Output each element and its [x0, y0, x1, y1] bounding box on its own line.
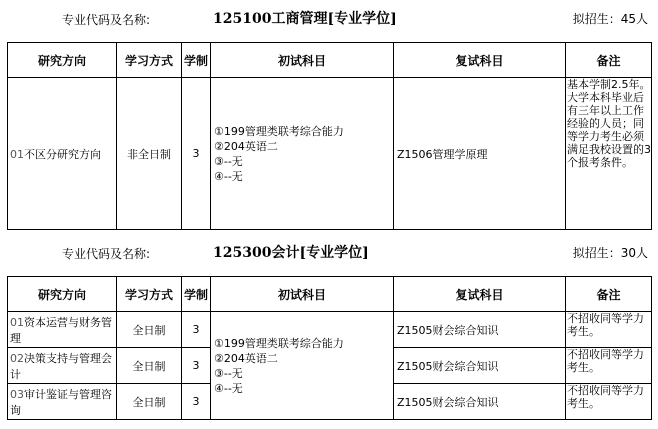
table-header-row	[8, 277, 652, 312]
direction-name: 决策支持与管理会计	[10, 351, 112, 381]
header-exam: 初试科目	[211, 277, 394, 312]
mode-cell: 全日制	[117, 312, 182, 348]
header-retest: 复试科目	[394, 43, 566, 78]
direction-cell	[8, 384, 117, 420]
section1-header	[0, 6, 658, 30]
direction-cell	[8, 312, 117, 348]
exam-item: ③--无	[214, 154, 243, 168]
exam-item: ②204英语二	[214, 351, 278, 365]
section1-title: 125100工商管理[专业学位]	[213, 11, 397, 27]
header-note: 备注	[566, 43, 652, 78]
exam-cell	[211, 78, 394, 230]
retest-cell: Z1505财会综合知识	[394, 312, 566, 348]
years-cell: 3	[182, 78, 211, 230]
retest-cell: Z1506管理学原理	[394, 78, 566, 230]
mode-cell: 非全日制	[117, 78, 182, 230]
header-mode: 学习方式	[117, 277, 182, 312]
direction-name: 资本运营与财务管理	[10, 315, 112, 345]
years-cell: 3	[182, 384, 211, 420]
direction-cell	[8, 78, 117, 230]
exam-cell	[211, 312, 394, 420]
exam-item: ①199管理类联考综合能力	[214, 336, 344, 350]
exam-item: ①199管理类联考综合能力	[214, 124, 344, 138]
retest-cell: Z1505财会综合知识	[394, 384, 566, 420]
direction-name: 审计鉴证与管理咨询	[10, 387, 112, 417]
direction-name: 不区分研究方向	[24, 147, 101, 161]
section2-label: 专业代码及名称:	[62, 247, 151, 261]
exam-item: ④--无	[214, 381, 243, 395]
exam-item: ④--无	[214, 169, 243, 183]
exam-item: ②204英语二	[214, 139, 278, 153]
table-header-row	[8, 43, 652, 78]
header-years: 学制	[182, 277, 211, 312]
years-cell: 3	[182, 312, 211, 348]
mode-cell: 全日制	[117, 384, 182, 420]
years-cell: 3	[182, 348, 211, 384]
header-years: 学制	[182, 43, 211, 78]
retest-cell: Z1505财会综合知识	[394, 348, 566, 384]
note-cell: 基本学制2.5年。大学本科毕业后有三年以上工作经验的人员；同等学力考生必须满足我校设置的3个报考条件。	[566, 78, 652, 230]
header-mode: 学习方式	[117, 43, 182, 78]
exam-item: ③--无	[214, 366, 243, 380]
section2-title: 125300会计[专业学位]	[213, 245, 369, 261]
direction-code: 01	[10, 315, 24, 329]
section2-table	[7, 276, 652, 420]
header-direction: 研究方向	[8, 43, 117, 78]
section1-quota: 拟招生：45人	[572, 12, 648, 26]
table-row	[8, 312, 652, 348]
direction-code: 01	[10, 147, 24, 161]
mode-cell: 全日制	[117, 348, 182, 384]
direction-code: 03	[10, 387, 24, 401]
section1-label: 专业代码及名称:	[62, 13, 151, 27]
section2-header	[0, 240, 658, 264]
header-exam: 初试科目	[211, 43, 394, 78]
note-cell: 不招收同等学力考生。	[566, 312, 652, 348]
note-cell: 不招收同等学力考生。	[566, 348, 652, 384]
direction-code: 02	[10, 351, 24, 365]
note-cell: 不招收同等学力考生。	[566, 384, 652, 420]
header-direction: 研究方向	[8, 277, 117, 312]
header-retest: 复试科目	[394, 277, 566, 312]
table-row	[8, 78, 652, 230]
section2-quota: 拟招生：30人	[572, 246, 648, 260]
section1-table	[7, 42, 652, 230]
direction-cell	[8, 348, 117, 384]
header-note: 备注	[566, 277, 652, 312]
